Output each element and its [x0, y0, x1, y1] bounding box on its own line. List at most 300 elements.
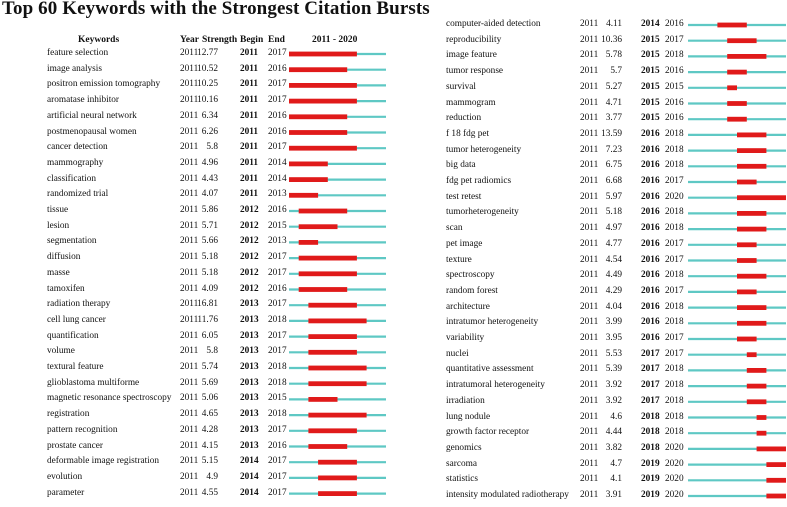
- begin-year: 2011: [240, 189, 259, 200]
- year-value: 2011: [580, 34, 599, 45]
- year-value: 2011: [180, 142, 199, 153]
- year-value: 2011: [580, 223, 599, 234]
- keyword-label: variability: [446, 333, 485, 343]
- end-year: 2020: [665, 458, 684, 469]
- end-year: 2016: [268, 440, 287, 451]
- burst-bar: [289, 162, 328, 167]
- year-value: 2011: [580, 19, 599, 29]
- keyword-label: reduction: [446, 113, 482, 124]
- strength-value: 4.96: [201, 157, 218, 168]
- keyword-label: sarcoma: [446, 458, 477, 469]
- keyword-label: statistics: [446, 474, 479, 485]
- begin-year: 2011: [240, 79, 259, 90]
- keyword-label: scan: [446, 223, 463, 234]
- keyword-label: quantification: [47, 330, 99, 341]
- end-year: 2017: [268, 299, 287, 310]
- burst-bar: [318, 476, 357, 481]
- burst-bar: [747, 352, 757, 357]
- burst-bar: [727, 54, 766, 59]
- begin-year: 2012: [240, 252, 259, 263]
- begin-year: 2016: [641, 285, 660, 296]
- keyword-label: segmentation: [47, 236, 97, 247]
- begin-year: 2019: [641, 474, 660, 485]
- strength-value: 5.27: [605, 81, 622, 92]
- keyword-label: random forest: [446, 285, 498, 296]
- strength-value: 5.8: [206, 346, 218, 357]
- begin-year: 2011: [240, 173, 259, 184]
- end-year: 2018: [665, 301, 684, 312]
- year-value: 2011: [580, 364, 599, 375]
- year-value: 2011: [180, 314, 199, 325]
- end-year: 2017: [268, 424, 287, 435]
- keyword-label: prostate cancer: [47, 440, 104, 451]
- keyword-label: classification: [47, 173, 97, 184]
- strength-value: 4.55: [201, 487, 218, 498]
- end-year: 2016: [268, 110, 287, 121]
- keyword-label: textural feature: [47, 362, 104, 372]
- year-value: 2011: [180, 283, 199, 294]
- end-year: 2017: [665, 348, 684, 359]
- strength-value: 10.36: [601, 34, 622, 45]
- strength-value: 5.66: [201, 236, 218, 247]
- begin-year: 2011: [240, 126, 259, 137]
- begin-year: 2013: [240, 393, 259, 404]
- begin-year: 2016: [641, 160, 660, 171]
- year-value: 2011: [580, 411, 599, 422]
- begin-year: 2018: [641, 411, 660, 422]
- burst-bar: [299, 271, 357, 276]
- keyword-label: mammography: [47, 157, 104, 168]
- burst-bar: [766, 494, 786, 499]
- burst-bar: [737, 242, 757, 247]
- strength-value: 5.97: [605, 191, 622, 202]
- burst-bar: [757, 415, 767, 420]
- keyword-label: randomized trial: [47, 189, 109, 200]
- year-value: 2011: [180, 252, 199, 263]
- strength-value: 5.18: [201, 267, 218, 278]
- year-value: 2011: [580, 160, 599, 171]
- end-year: 2018: [665, 144, 684, 155]
- begin-year: 2012: [240, 267, 259, 278]
- keyword-label: magnetic resonance spectroscopy: [47, 393, 172, 404]
- burst-bar: [737, 290, 757, 295]
- keyword-label: texture: [446, 254, 472, 265]
- strength-value: 10.16: [197, 95, 218, 106]
- year-value: 2011: [180, 157, 199, 168]
- begin-year: 2013: [240, 440, 259, 451]
- keyword-label: tumor response: [446, 66, 504, 77]
- burst-bar: [737, 305, 766, 310]
- strength-value: 6.34: [201, 110, 218, 121]
- keyword-label: registration: [47, 409, 90, 420]
- begin-year: 2016: [641, 223, 660, 234]
- begin-year: 2015: [641, 66, 660, 77]
- end-year: 2017: [268, 471, 287, 482]
- end-year: 2015: [268, 393, 287, 404]
- keyword-label: test retest: [446, 191, 482, 202]
- keyword-label: lesion: [47, 220, 70, 231]
- burst-bar: [308, 413, 366, 418]
- year-value: 2011: [180, 48, 199, 58]
- begin-year: 2015: [641, 50, 660, 61]
- year-value: 2011: [180, 189, 199, 200]
- year-value: 2011: [180, 79, 199, 90]
- begin-year: 2016: [641, 333, 660, 343]
- year-value: 2011: [580, 144, 599, 155]
- keyword-label: tamoxifen: [47, 283, 85, 294]
- end-year: 2017: [665, 176, 684, 186]
- end-year: 2017: [268, 252, 287, 263]
- begin-year: 2016: [641, 238, 660, 249]
- keyword-label: masse: [47, 267, 70, 278]
- keyword-label: aromatase inhibitor: [47, 95, 120, 106]
- burst-bar: [299, 209, 348, 214]
- strength-value: 5.74: [201, 362, 218, 372]
- burst-bar: [299, 240, 318, 245]
- keyword-label: survival: [446, 81, 476, 92]
- year-value: 2011: [180, 220, 199, 231]
- begin-year: 2013: [240, 409, 259, 420]
- begin-year: 2011: [240, 142, 259, 153]
- begin-year: 2012: [240, 236, 259, 247]
- strength-value: 3.92: [605, 380, 622, 391]
- burst-bar: [737, 133, 766, 138]
- strength-value: 4.04: [605, 301, 622, 312]
- keyword-label: intensity modulated radiotherapy: [446, 490, 569, 500]
- year-value: 2011: [580, 490, 599, 500]
- keyword-label: postmenopausal women: [47, 126, 137, 137]
- end-year: 2017: [665, 333, 684, 343]
- year-value: 2011: [180, 377, 199, 388]
- year-value: 2011: [580, 81, 599, 92]
- strength-value: 3.77: [605, 113, 622, 124]
- year-value: 2011: [580, 458, 599, 469]
- keyword-label: intratumor heterogeneity: [446, 317, 539, 328]
- strength-value: 4.29: [605, 285, 622, 296]
- strength-value: 4.54: [605, 254, 622, 265]
- begin-year: 2016: [641, 144, 660, 155]
- year-value: 2011: [180, 440, 199, 451]
- strength-value: 5.7: [610, 66, 622, 77]
- year-value: 2011: [180, 362, 199, 372]
- year-value: 2011: [580, 380, 599, 391]
- strength-value: 5.53: [605, 348, 622, 359]
- burst-bar: [308, 334, 357, 339]
- begin-year: 2013: [240, 424, 259, 435]
- end-year: 2016: [268, 126, 287, 137]
- strength-value: 4.43: [201, 173, 218, 184]
- strength-value: 5.8: [206, 142, 218, 153]
- year-value: 2011: [580, 427, 599, 438]
- strength-value: 4.44: [605, 427, 622, 438]
- burst-bar: [299, 287, 348, 292]
- begin-year: 2011: [240, 48, 259, 58]
- burst-bar: [747, 399, 767, 404]
- strength-value: 4.49: [605, 270, 622, 281]
- burst-bar: [289, 193, 318, 198]
- burst-bar: [737, 258, 757, 263]
- end-year: 2018: [665, 207, 684, 218]
- burst-bar: [737, 148, 766, 153]
- header-year: Year: [180, 35, 199, 45]
- begin-year: 2011: [240, 95, 259, 106]
- strength-value: 4.65: [201, 409, 218, 420]
- burst-bar: [308, 319, 366, 324]
- strength-value: 6.05: [201, 330, 218, 341]
- keyword-label: reproducibility: [446, 34, 502, 45]
- begin-year: 2013: [240, 330, 259, 341]
- strength-value: 4.07: [201, 189, 218, 200]
- year-value: 2011: [180, 173, 199, 184]
- year-value: 2011: [580, 270, 599, 281]
- strength-value: 4.71: [605, 97, 622, 108]
- year-value: 2011: [180, 424, 199, 435]
- begin-year: 2015: [641, 113, 660, 124]
- strength-value: 6.75: [605, 160, 622, 171]
- end-year: 2018: [665, 395, 684, 406]
- keyword-label: positron emission tomography: [47, 79, 161, 90]
- burst-bar: [757, 447, 786, 452]
- strength-value: 3.95: [605, 333, 622, 343]
- begin-year: 2017: [641, 364, 660, 375]
- end-year: 2015: [665, 81, 684, 92]
- keyword-label: image analysis: [47, 63, 102, 74]
- begin-year: 2016: [641, 270, 660, 281]
- year-value: 2011: [580, 66, 599, 77]
- end-year: 2016: [268, 205, 287, 215]
- end-year: 2018: [665, 364, 684, 375]
- begin-year: 2016: [641, 207, 660, 218]
- keyword-label: tumorheterogeneity: [446, 207, 519, 218]
- end-year: 2020: [665, 490, 684, 500]
- year-value: 2011: [580, 254, 599, 265]
- burst-bar: [289, 114, 347, 119]
- burst-bar: [289, 99, 357, 104]
- begin-year: 2015: [641, 97, 660, 108]
- end-year: 2016: [665, 113, 684, 124]
- begin-year: 2011: [240, 110, 259, 121]
- end-year: 2017: [665, 285, 684, 296]
- year-value: 2011: [180, 95, 199, 106]
- strength-value: 4.15: [201, 440, 218, 451]
- keyword-label: tissue: [47, 205, 69, 215]
- strength-value: 3.99: [605, 317, 622, 328]
- begin-year: 2014: [240, 471, 259, 482]
- end-year: 2018: [665, 223, 684, 234]
- end-year: 2020: [665, 474, 684, 485]
- keyword-label: nuclei: [446, 348, 469, 359]
- burst-bar: [299, 256, 357, 261]
- keyword-label: fdg pet radiomics: [446, 176, 512, 186]
- year-value: 2011: [180, 471, 199, 482]
- begin-year: 2015: [641, 34, 660, 45]
- end-year: 2017: [268, 330, 287, 341]
- burst-bar: [737, 180, 757, 185]
- keyword-label: pet image: [446, 238, 483, 249]
- end-year: 2018: [268, 409, 287, 420]
- end-year: 2016: [665, 19, 684, 29]
- year-value: 2011: [180, 487, 199, 498]
- begin-year: 2017: [641, 380, 660, 391]
- burst-bar: [308, 366, 366, 371]
- burst-bar: [737, 337, 757, 342]
- year-value: 2011: [580, 128, 599, 139]
- year-value: 2011: [180, 126, 199, 137]
- year-value: 2011: [180, 63, 199, 74]
- begin-year: 2017: [641, 348, 660, 359]
- strength-value: 16.81: [197, 299, 218, 310]
- year-value: 2011: [580, 442, 599, 453]
- end-year: 2020: [665, 442, 684, 453]
- year-value: 2011: [180, 456, 199, 467]
- end-year: 2016: [268, 63, 287, 74]
- keyword-label: genomics: [446, 442, 482, 453]
- begin-year: 2014: [641, 19, 660, 29]
- year-value: 2011: [180, 236, 199, 247]
- end-year: 2018: [268, 377, 287, 388]
- burst-bar: [737, 195, 786, 200]
- year-value: 2011: [580, 285, 599, 296]
- burst-bar: [727, 70, 747, 75]
- burst-bar: [299, 224, 338, 229]
- burst-bar: [727, 117, 747, 122]
- begin-year: 2017: [641, 395, 660, 406]
- year-value: 2011: [180, 409, 199, 420]
- keyword-label: radiation therapy: [47, 299, 111, 310]
- strength-value: 4.1: [610, 474, 622, 485]
- end-year: 2017: [268, 346, 287, 357]
- end-year: 2014: [268, 173, 287, 184]
- begin-year: 2016: [641, 254, 660, 265]
- year-value: 2011: [580, 333, 599, 343]
- burst-bar: [308, 397, 337, 402]
- end-year: 2013: [268, 236, 287, 247]
- header-begin: Begin: [240, 35, 264, 45]
- end-year: 2017: [268, 142, 287, 153]
- strength-value: 4.9: [206, 471, 218, 482]
- begin-year: 2016: [641, 191, 660, 202]
- chart-title: Top 60 Keywords with the Strongest Citation Bursts: [2, 0, 430, 19]
- begin-year: 2011: [240, 63, 259, 74]
- keyword-label: image feature: [446, 50, 497, 61]
- keyword-label: cell lung cancer: [47, 314, 106, 325]
- strength-value: 4.97: [605, 223, 622, 234]
- keyword-label: volume: [47, 346, 75, 357]
- begin-year: 2016: [641, 317, 660, 328]
- burst-bar: [289, 52, 357, 57]
- strength-value: 3.91: [605, 490, 622, 500]
- burst-bar: [727, 38, 756, 43]
- strength-value: 5.71: [201, 220, 218, 231]
- end-year: 2016: [665, 66, 684, 77]
- year-value: 2011: [180, 267, 199, 278]
- strength-value: 13.59: [601, 128, 622, 139]
- keyword-label: cancer detection: [47, 142, 108, 153]
- burst-bar: [289, 177, 328, 182]
- year-value: 2011: [180, 205, 199, 215]
- year-value: 2011: [580, 207, 599, 218]
- year-value: 2011: [580, 348, 599, 359]
- year-value: 2011: [580, 50, 599, 61]
- strength-value: 4.6: [610, 411, 622, 422]
- strength-value: 4.77: [605, 238, 622, 249]
- year-value: 2011: [580, 301, 599, 312]
- burst-bar: [766, 462, 786, 467]
- keyword-label: growth factor receptor: [446, 427, 530, 438]
- burst-bar: [318, 460, 357, 465]
- strength-value: 5.18: [605, 207, 622, 218]
- strength-value: 3.92: [605, 395, 622, 406]
- burst-bar: [737, 164, 766, 169]
- end-year: 2017: [268, 48, 287, 58]
- strength-value: 4.09: [201, 283, 218, 294]
- year-value: 2011: [580, 113, 599, 124]
- burst-bar: [289, 146, 357, 151]
- burst-bar: [308, 444, 347, 449]
- header-keywords: Keywords: [78, 35, 120, 45]
- end-year: 2018: [665, 270, 684, 281]
- keyword-label: lung nodule: [446, 411, 491, 422]
- end-year: 2016: [268, 283, 287, 294]
- burst-bar: [289, 67, 347, 72]
- begin-year: 2014: [240, 487, 259, 498]
- strength-value: 10.25: [197, 79, 218, 90]
- end-year: 2017: [268, 487, 287, 498]
- end-year: 2017: [268, 267, 287, 278]
- strength-value: 5.78: [605, 50, 622, 61]
- burst-bar: [318, 491, 357, 496]
- begin-year: 2018: [641, 442, 660, 453]
- end-year: 2018: [268, 362, 287, 372]
- end-year: 2014: [268, 157, 287, 168]
- burst-bar: [727, 101, 747, 106]
- year-value: 2011: [180, 393, 199, 404]
- keyword-label: diffusion: [47, 252, 81, 263]
- end-year: 2020: [665, 191, 684, 202]
- keyword-label: artificial neural network: [47, 110, 137, 121]
- year-value: 2011: [180, 110, 199, 121]
- keyword-label: architecture: [446, 301, 490, 312]
- begin-year: 2011: [240, 157, 259, 168]
- begin-year: 2014: [240, 456, 259, 467]
- begin-year: 2012: [240, 220, 259, 231]
- end-year: 2018: [665, 50, 684, 61]
- year-value: 2011: [580, 176, 599, 186]
- end-year: 2017: [268, 95, 287, 106]
- keyword-label: quantitative assessment: [446, 364, 534, 375]
- strength-value: 4.7: [610, 458, 622, 469]
- begin-year: 2013: [240, 362, 259, 372]
- strength-value: 5.15: [201, 456, 218, 467]
- begin-year: 2012: [240, 283, 259, 294]
- header-timeline-range: 2011 - 2020: [312, 35, 358, 45]
- burst-bar: [308, 350, 357, 355]
- end-year: 2018: [665, 317, 684, 328]
- strength-value: 10.52: [197, 63, 218, 74]
- strength-value: 5.18: [201, 252, 218, 263]
- begin-year: 2013: [240, 314, 259, 325]
- end-year: 2018: [665, 128, 684, 139]
- keyword-label: feature selection: [47, 48, 109, 58]
- burst-bar: [308, 381, 366, 386]
- end-year: 2016: [665, 97, 684, 108]
- strength-value: 5.06: [201, 393, 218, 404]
- end-year: 2018: [268, 314, 287, 325]
- begin-year: 2012: [240, 205, 259, 215]
- end-year: 2018: [665, 380, 684, 391]
- end-year: 2017: [268, 456, 287, 467]
- burst-bar: [737, 211, 766, 216]
